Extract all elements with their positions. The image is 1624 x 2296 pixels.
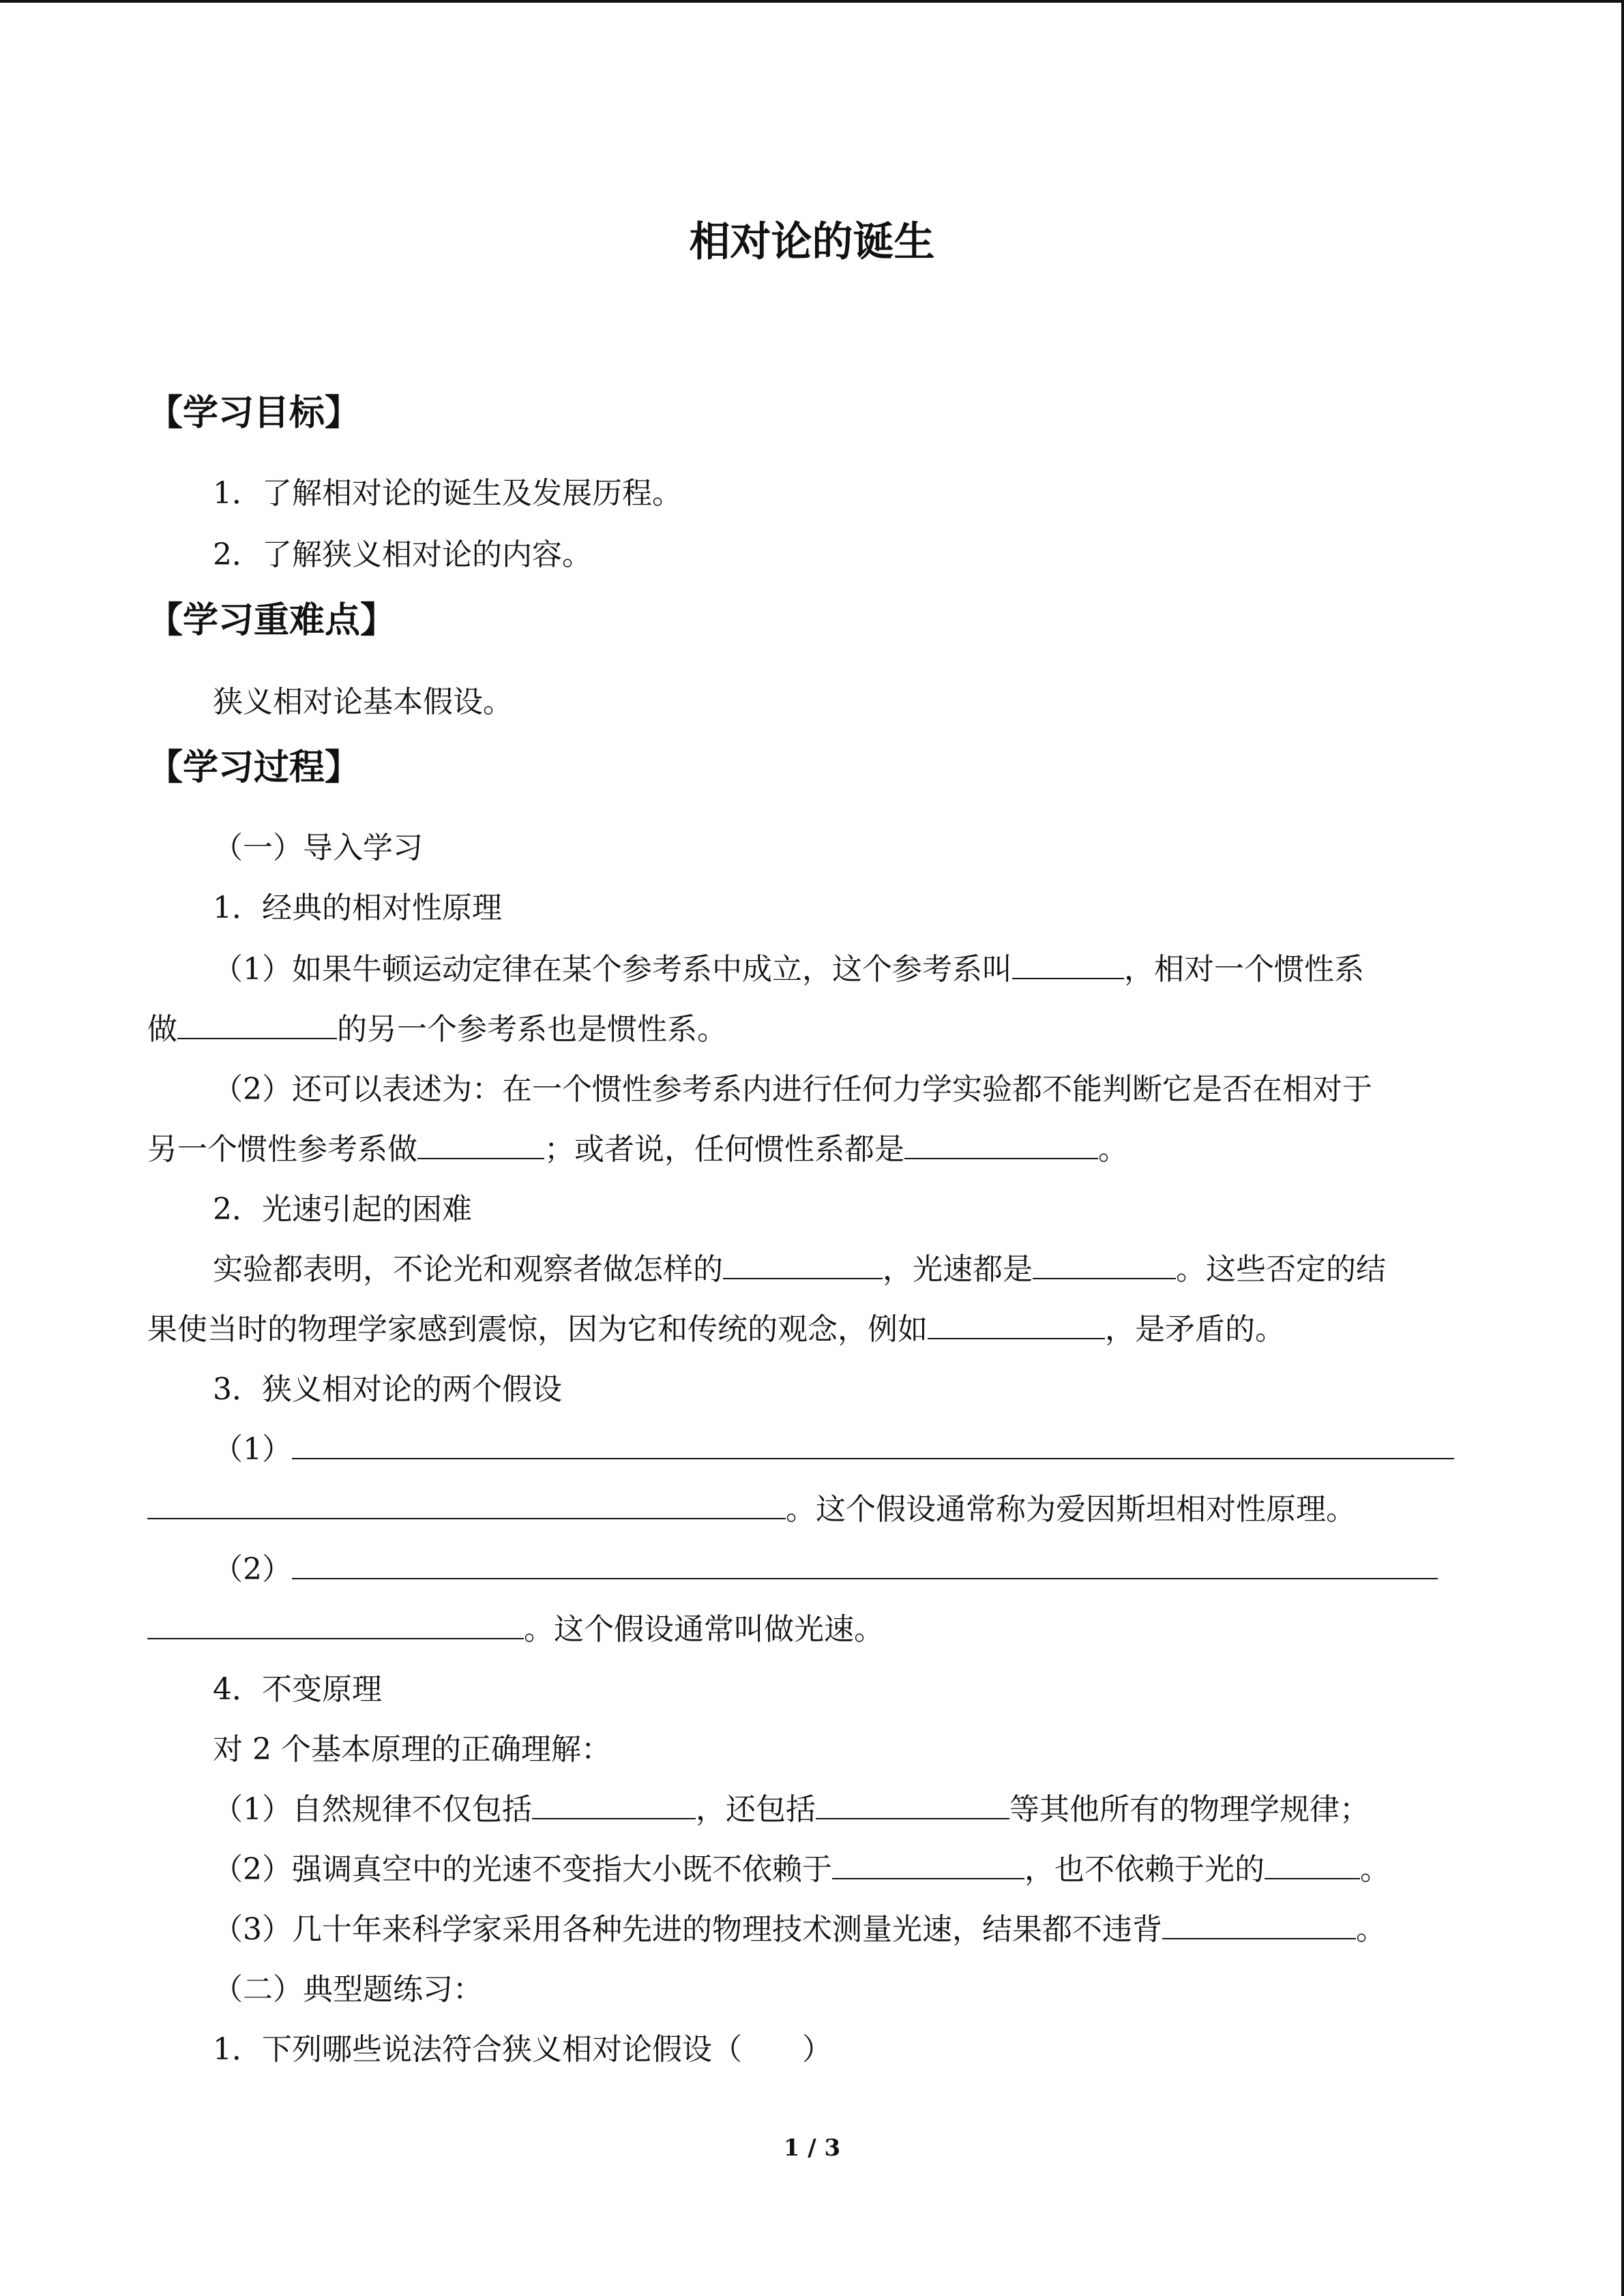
subsection-3-title: 3．狭义相对论的两个假设 [213, 1372, 562, 1407]
section-heading-goals: 【学习目标】 [147, 393, 361, 434]
text-segment: 另一个惯性参考系做 [147, 1132, 417, 1167]
subsection-2-title: 2．光速引起的困难 [213, 1192, 472, 1227]
text-segment: 。这个假设通常称为爱因斯坦相对性原理。 [786, 1492, 1356, 1527]
text-segment: 做 [147, 1012, 177, 1047]
part-two-heading: （二）典型题练习： [213, 1972, 483, 2007]
section-heading-key-points: 【学习重难点】 [147, 600, 396, 641]
page-title: 相对论的诞生 [689, 218, 935, 266]
text-segment: ，是矛盾的。 [1105, 1312, 1285, 1347]
text-segment: （3）几十年来科学家采用各种先进的物理技术测量光速，结果都不违背 [213, 1912, 1162, 1947]
text-segment: 。 [1360, 1852, 1390, 1887]
understanding-3 [213, 1908, 1386, 1952]
text-segment: （2）强调真空中的光速不变指大小既不依赖于 [213, 1852, 832, 1887]
text-segment: ，也不依赖于光的 [1024, 1852, 1265, 1887]
question-1: 1．下列哪些说法符合狭义相对论假设（ ） [213, 2032, 832, 2067]
key-point-text: 狭义相对论基本假设。 [213, 685, 513, 719]
text-segment: （1）如果牛顿运动定律在某个参考系中成立，这个参考系叫 [213, 952, 1012, 987]
blank-field[interactable] [928, 1311, 1105, 1339]
blank-field[interactable] [723, 1251, 883, 1279]
text-segment: （2） [213, 1552, 292, 1587]
text-segment: 实验都表明，不论光和观察者做怎样的 [213, 1252, 723, 1287]
text-segment: 。这些否定的结 [1176, 1252, 1386, 1287]
text-segment: 的另一个参考系也是惯性系。 [337, 1012, 727, 1047]
blank-field[interactable] [292, 1551, 1438, 1579]
hypothesis-2-line-1 [213, 1548, 1438, 1592]
text-segment: ，还包括 [696, 1792, 816, 1827]
paragraph-1-1-line-1 [213, 948, 1364, 992]
blank-field[interactable] [1033, 1251, 1176, 1279]
subsection-1-title: 1．经典的相对性原理 [213, 891, 502, 925]
paragraph-2-line-1 [213, 1248, 1386, 1292]
blank-field[interactable] [816, 1791, 1009, 1819]
text-segment: 等其他所有的物理学规律； [1009, 1792, 1370, 1827]
blank-field[interactable] [147, 1611, 524, 1639]
section-heading-process: 【学习过程】 [147, 747, 361, 788]
blank-field[interactable] [532, 1791, 696, 1819]
text-segment: （1） [213, 1432, 292, 1467]
page-number: 1 / 3 [783, 2134, 841, 2162]
blank-field[interactable] [1162, 1911, 1356, 1939]
hypothesis-2-line-2 [147, 1608, 884, 1652]
paragraph-1-1-line-2 [147, 1008, 727, 1052]
blank-field[interactable] [147, 1491, 786, 1519]
text-segment: ；或者说，任何惯性系都是 [544, 1132, 904, 1167]
blank-field[interactable] [1012, 951, 1124, 979]
goal-item-1: 1．了解相对论的诞生及发展历程。 [213, 476, 682, 511]
hypothesis-1-line-2 [147, 1488, 1356, 1532]
paragraph-2-line-2 [147, 1308, 1285, 1352]
part-one-heading: （一）导入学习 [213, 831, 423, 865]
text-segment: 果使当时的物理学家感到震惊，因为它和传统的观念，例如 [147, 1312, 928, 1347]
text-segment: 。 [1356, 1912, 1386, 1947]
understanding-2 [213, 1848, 1390, 1892]
subsection-4-intro: 对 2 个基本原理的正确理解： [213, 1732, 611, 1767]
paragraph-1-2-line-1: （2）还可以表述为：在一个惯性参考系内进行任何力学实验都不能判断它是否在相对于 [213, 1072, 1372, 1107]
blank-field[interactable] [292, 1431, 1454, 1459]
blank-field[interactable] [417, 1131, 544, 1159]
blank-field[interactable] [904, 1131, 1098, 1159]
understanding-1 [213, 1788, 1370, 1832]
page-top-border [0, 0, 1624, 3]
text-segment: ，相对一个惯性系 [1124, 952, 1364, 987]
subsection-4-title: 4．不变原理 [213, 1672, 382, 1707]
text-segment: ，光速都是 [883, 1252, 1033, 1287]
text-segment: 。这个假设通常叫做光速。 [524, 1612, 884, 1647]
text-segment: （1）自然规律不仅包括 [213, 1792, 532, 1827]
hypothesis-1-line-1 [213, 1428, 1454, 1472]
goal-item-2: 2．了解狭义相对论的内容。 [213, 537, 592, 572]
blank-field[interactable] [1265, 1851, 1360, 1879]
page-right-border [1621, 0, 1624, 2296]
blank-field[interactable] [832, 1851, 1024, 1879]
text-segment: 。 [1098, 1132, 1128, 1167]
paragraph-1-2-line-2 [147, 1128, 1128, 1172]
blank-field[interactable] [177, 1011, 337, 1039]
